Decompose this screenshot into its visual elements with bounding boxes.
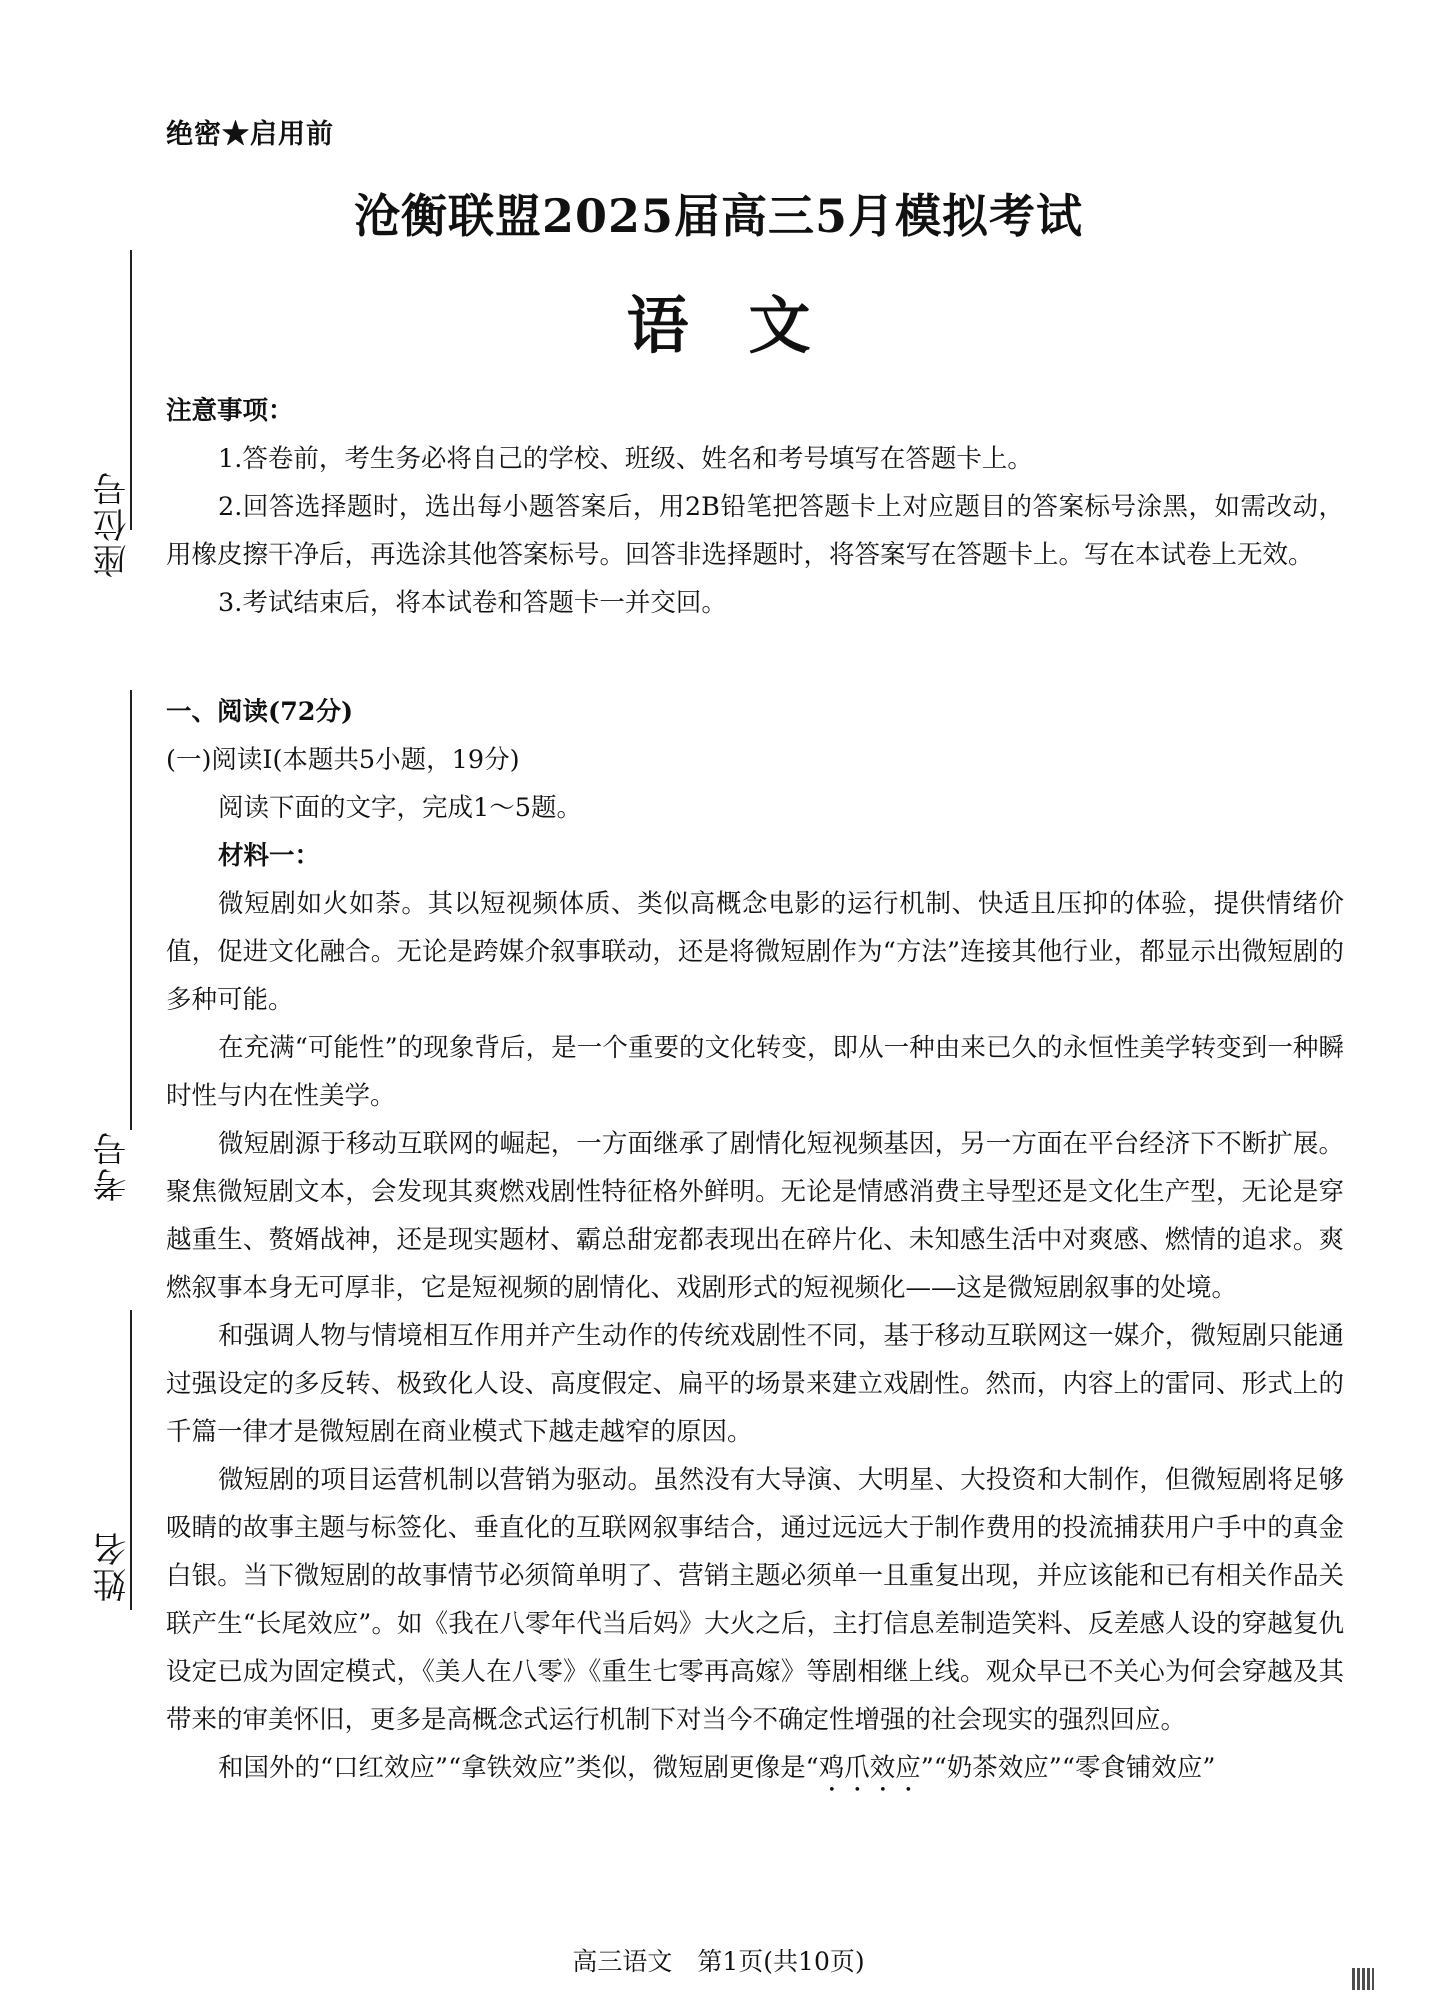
exam-no-line xyxy=(130,690,132,1130)
paragraph: 微短剧的项目运营机制以营销为驱动。虽然没有大导演、大明星、大投资和大制作，但微短剧将足够吸睛的故事主题与标签化、垂直化的互联网叙事结合，通过远远大于制作费用的投流捕获用户手中的真金白银。当下微短剧的故事情节必须简单明了、营销主题必须单一且重复出现，并应该能和已有相关作品关联产生“长尾效应”。如《我在八零年代当后妈》大火之后，主打信息差制造笑料、反差感人设的穿越复仇设定已成为固定模式，《美人在八零》《重生七零再高嫁》等剧相继上线。观众早已不关心为何会穿越及其带来的审美怀旧，更多是高概念式运行机制下对当今不确定性增强的社会现实的强烈回应。 xyxy=(166,1465,1344,1735)
paragraph-last xyxy=(166,1744,1344,1798)
material-label: 材料一： xyxy=(218,841,321,871)
notice-block xyxy=(166,387,1344,627)
paragraph-text: 和国外的“口红效应”“拿铁效应”类似，微短剧更像是“ xyxy=(218,1753,819,1783)
seat-label: 座位号 xyxy=(93,470,133,578)
notice-item: 1.答卷前，考生务必将自己的学校、班级、姓名和考号填写在答题卡上。 xyxy=(218,444,1033,474)
notice-item: 2.回答选择题时，选出每小题答案后，用2B铅笔把答题卡上对应题目的答案标号涂黑，如需改动，用橡皮擦干净后，再选涂其他答案标号。回答非选择题时，将答案写在答题卡上。写在本试卷上无效。 xyxy=(166,492,1344,570)
exam-no-label: 考号 xyxy=(93,1130,133,1202)
sub-section-heading: (一)阅读Ⅰ(本题共5小题，19分) xyxy=(166,745,520,775)
qr-code-icon xyxy=(1352,1968,1374,1990)
notice-item: 3.考试结束后，将本试卷和答题卡一并交回。 xyxy=(218,588,727,618)
reading-section xyxy=(166,688,1344,1798)
section-instruction: 阅读下面的文字，完成1～5题。 xyxy=(218,793,582,823)
paragraph-text: ”“奶茶效应”“零食铺效应” xyxy=(920,1753,1216,1783)
paragraph: 微短剧如火如荼。其以短视频体质、类似高概念电影的运行机制、快适且压抑的体验，提供情绪价值，促进文化融合。无论是跨媒介叙事联动，还是将微短剧作为“方法”连接其他行业，都显示出微短剧的多种可能。 xyxy=(166,889,1344,1015)
notice-heading: 注意事项： xyxy=(166,396,294,426)
paragraph: 微短剧源于移动互联网的崛起，一方面继承了剧情化短视频基因，另一方面在平台经济下不断扩展。聚焦微短剧文本，会发现其爽燃戏剧性特征格外鲜明。无论是情感消费主导型还是文化生产型，无论是穿越重生、赘婿战神，还是现实题材、霸总甜宠都表现出在碎片化、未知感生活中对爽感、燃情的追求。爽燃叙事本身无可厚非，它是短视频的剧情化、戏剧形式的短视频化——这是微短剧叙事的处境。 xyxy=(166,1129,1344,1303)
paragraph: 在充满“可能性”的现象背后，是一个重要的文化转变，即从一种由来已久的永恒性美学转变到一种瞬时性与内在性美学。 xyxy=(166,1033,1344,1111)
emphasis-text: 鸡爪效应 xyxy=(818,1753,921,1783)
paragraph: 和强调人物与情境相互作用并产生动作的传统戏剧性不同，基于移动互联网这一媒介，微短剧只能通过强设定的多反转、极致化人设、高度假定、扁平的场景来建立戏剧性。然而，内容上的雷同、形式上的千篇一律才是微短剧在商业模式下越走越窄的原因。 xyxy=(166,1321,1344,1447)
page-footer: 高三语文 第1页(共10页) xyxy=(572,1947,865,1976)
section-heading: 一、阅读(72分) xyxy=(166,697,354,727)
name-label: 姓名 xyxy=(93,1530,133,1602)
confidential-mark: 绝密★启用前 xyxy=(166,119,334,150)
subject-title: 语文 xyxy=(626,289,871,362)
exam-title: 沧衡联盟2025届高三5月模拟考试 xyxy=(353,189,1084,243)
